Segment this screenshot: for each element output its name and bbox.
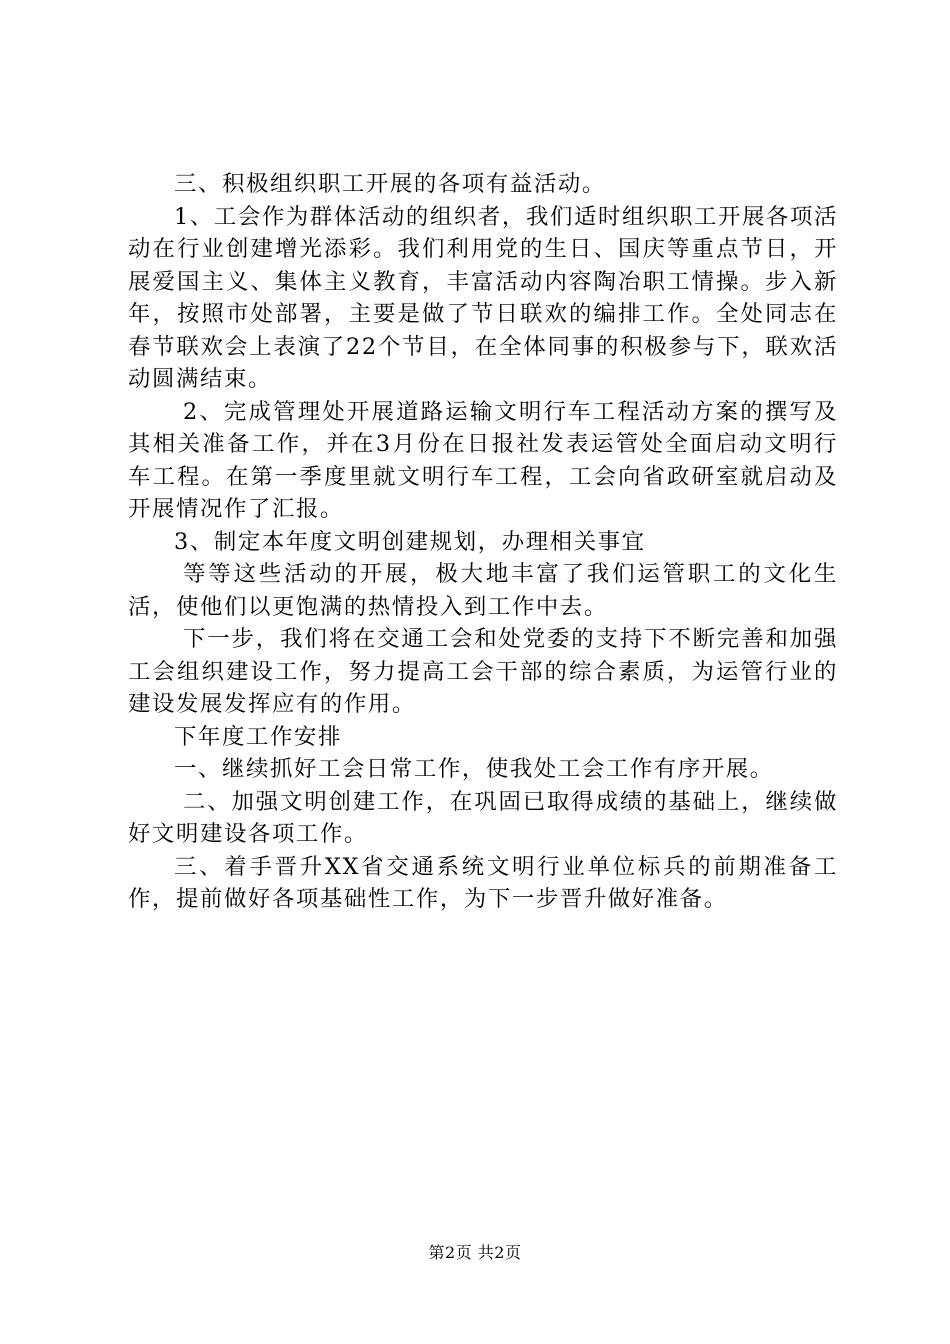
- section-heading-next-year: 下年度工作安排: [174, 723, 342, 750]
- paragraph-next-step: 下一步，我们将在交通工会和处党委的支持下不断完善和加强工会组织建设工作，努力提高工会干部的综合素质，为运管行业的建设发展发挥应有的作用。: [128, 626, 838, 717]
- document-body: [128, 168, 838, 916]
- paragraph-item-2: 2、完成管理处开展道路运输文明行车工程活动方案的撰写及其相关准备工作，并在3月份在日报社发表运管处全面启动文明行车工程。在第一季度里就文明行车工程，工会向省政研室就启动及开展情况作了汇报。: [128, 398, 838, 522]
- plan-item-3: 三、着手晋升XX省交通系统文明行业单位标兵的前期准备工作，提前做好各项基础性工作，为下一步晋升做好准备。: [128, 853, 838, 912]
- paragraph-summary: 等等这些活动的开展，极大地丰富了我们运管职工的文化生活，使他们以更饱满的热情投入到工作中去。: [128, 561, 838, 620]
- paragraph-item-3: 3、制定本年度文明创建规划，办理相关事宜: [174, 528, 646, 555]
- plan-item-1: 一、继续抓好工会日常工作，使我处工会工作有序开展。: [174, 756, 774, 782]
- paragraph-item-1: 1、工会作为群体活动的组织者，我们适时组织职工开展各项活动在行业创建增光添彩。我们利用党的生日、国庆等重点节日，开展爱国主义、集体主义教育，丰富活动内容陶冶职工情操。步入新年，按照市处部署，主要是做了节日联欢的编排工作。全处同志在春节联欢会上表演了22个节目，在全体同事的积极参与下，联欢活动圆满结束。: [128, 203, 838, 392]
- section-heading-activities: 三、积极组织职工开展的各项有益活动。: [174, 171, 606, 197]
- page-footer: 第2页 共2页: [428, 1243, 522, 1262]
- plan-item-2: 二、加强文明创建工作，在巩固已取得成绩的基础上，继续做好文明建设各项工作。: [128, 788, 838, 847]
